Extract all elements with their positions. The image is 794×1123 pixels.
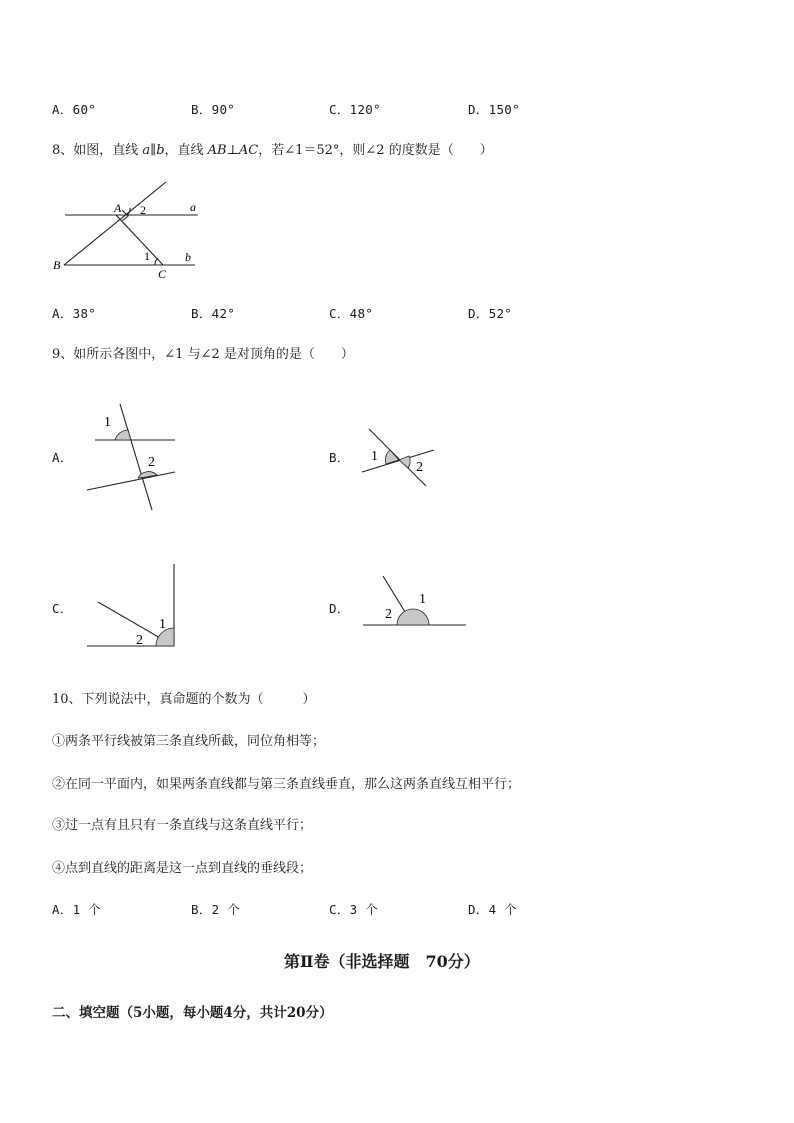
- q7-option-b: B．90°: [191, 102, 236, 117]
- q8-label-A: A: [114, 201, 122, 215]
- q9-option-c: C．: [52, 601, 73, 616]
- q8-stem-mid1: ，直线: [164, 143, 208, 158]
- q8-stem: [52, 143, 493, 159]
- q9-stem: 9、如所示各图中，∠1 与∠2 是对顶角的是（ ）: [52, 347, 354, 362]
- q9-option-a: A．: [52, 450, 73, 465]
- q10-stem: 10、下列说法中，真命题的个数为（ ）: [52, 692, 316, 707]
- q10-statement-2: ②在同一平面内，如果两条直线都与第三条直线垂直，那么这两条直线互相平行；: [52, 777, 521, 792]
- q8-stem-prefix: 8、如图，直线: [52, 143, 143, 158]
- q10-statement-1: ①两条平行线被第三条直线所截，同位角相等；: [52, 734, 326, 749]
- q9-figure-b: [358, 424, 443, 494]
- q9-figure-d: [358, 568, 470, 632]
- q8-option-c: C．48°: [329, 306, 374, 321]
- q8-stem-suffix: ，若∠1＝52°，则∠2 的度数是（ ）: [258, 143, 493, 158]
- q9a-label-2: 2: [148, 455, 155, 470]
- q7-option-d: D．150°: [468, 102, 520, 117]
- q8-label-b: b: [185, 250, 191, 264]
- q9d-angle-sector: [397, 609, 429, 625]
- section2-part-title: 二、填空题（5小题，每小题4分，共计20分）: [52, 1005, 333, 1021]
- q9b-label-1: 1: [371, 449, 378, 464]
- q8-option-d: D．52°: [468, 306, 513, 321]
- q8-line-ac: [116, 215, 163, 265]
- q8-label-C: C: [158, 267, 167, 281]
- q9-option-b: B．: [329, 450, 350, 465]
- q8-var-a: a: [142, 143, 151, 158]
- q8-segment-ab: AB: [207, 143, 227, 158]
- q7-option-a: A．60°: [52, 102, 97, 117]
- q9-figure-c: [82, 560, 182, 652]
- q8-figure: [48, 178, 208, 283]
- q8-var-b: b: [156, 143, 165, 158]
- q9d-label-2: 2: [385, 607, 392, 622]
- q8-parallel-symbol: ∥: [150, 143, 157, 158]
- q8-label-a: a: [190, 200, 196, 214]
- q8-segment-ac: AC: [238, 143, 259, 158]
- q10-option-b: B．2 个: [191, 902, 241, 917]
- q9c-label-2: 2: [136, 633, 143, 648]
- q9-figure-a: [80, 398, 190, 518]
- q10-option-a: A．1 个: [52, 902, 102, 917]
- q8-label-2: 2: [140, 203, 146, 217]
- q8-option-b: B．42°: [191, 306, 236, 321]
- q9b-angle2-sector: [399, 456, 410, 468]
- q7-option-c: C．120°: [329, 102, 381, 117]
- q10-option-d: D．4 个: [468, 902, 518, 917]
- q8-label-1: 1: [144, 249, 150, 263]
- q8-perp-symbol: ⊥: [226, 143, 239, 158]
- q9d-label-1: 1: [419, 592, 426, 607]
- q8-label-B: B: [53, 258, 61, 272]
- q9b-label-2: 2: [416, 460, 423, 475]
- q10-statement-3: ③过一点有且只有一条直线与这条直线平行；: [52, 818, 313, 833]
- q10-option-c: C．3 个: [329, 902, 379, 917]
- q8-angle1-arc: [155, 258, 158, 265]
- q9c-label-1: 1: [159, 617, 166, 632]
- q9a-angle1-sector: [115, 430, 131, 440]
- q9-option-d: D．: [329, 601, 350, 616]
- q8-angle2-arc: [127, 208, 130, 215]
- q9a-label-1: 1: [104, 415, 111, 430]
- section2-title: 第Ⅱ卷（非选择题 70分）: [284, 952, 480, 971]
- q10-statement-4: ④点到直线的距离是这一点到直线的垂线段；: [52, 861, 313, 876]
- q8-option-a: A．38°: [52, 306, 97, 321]
